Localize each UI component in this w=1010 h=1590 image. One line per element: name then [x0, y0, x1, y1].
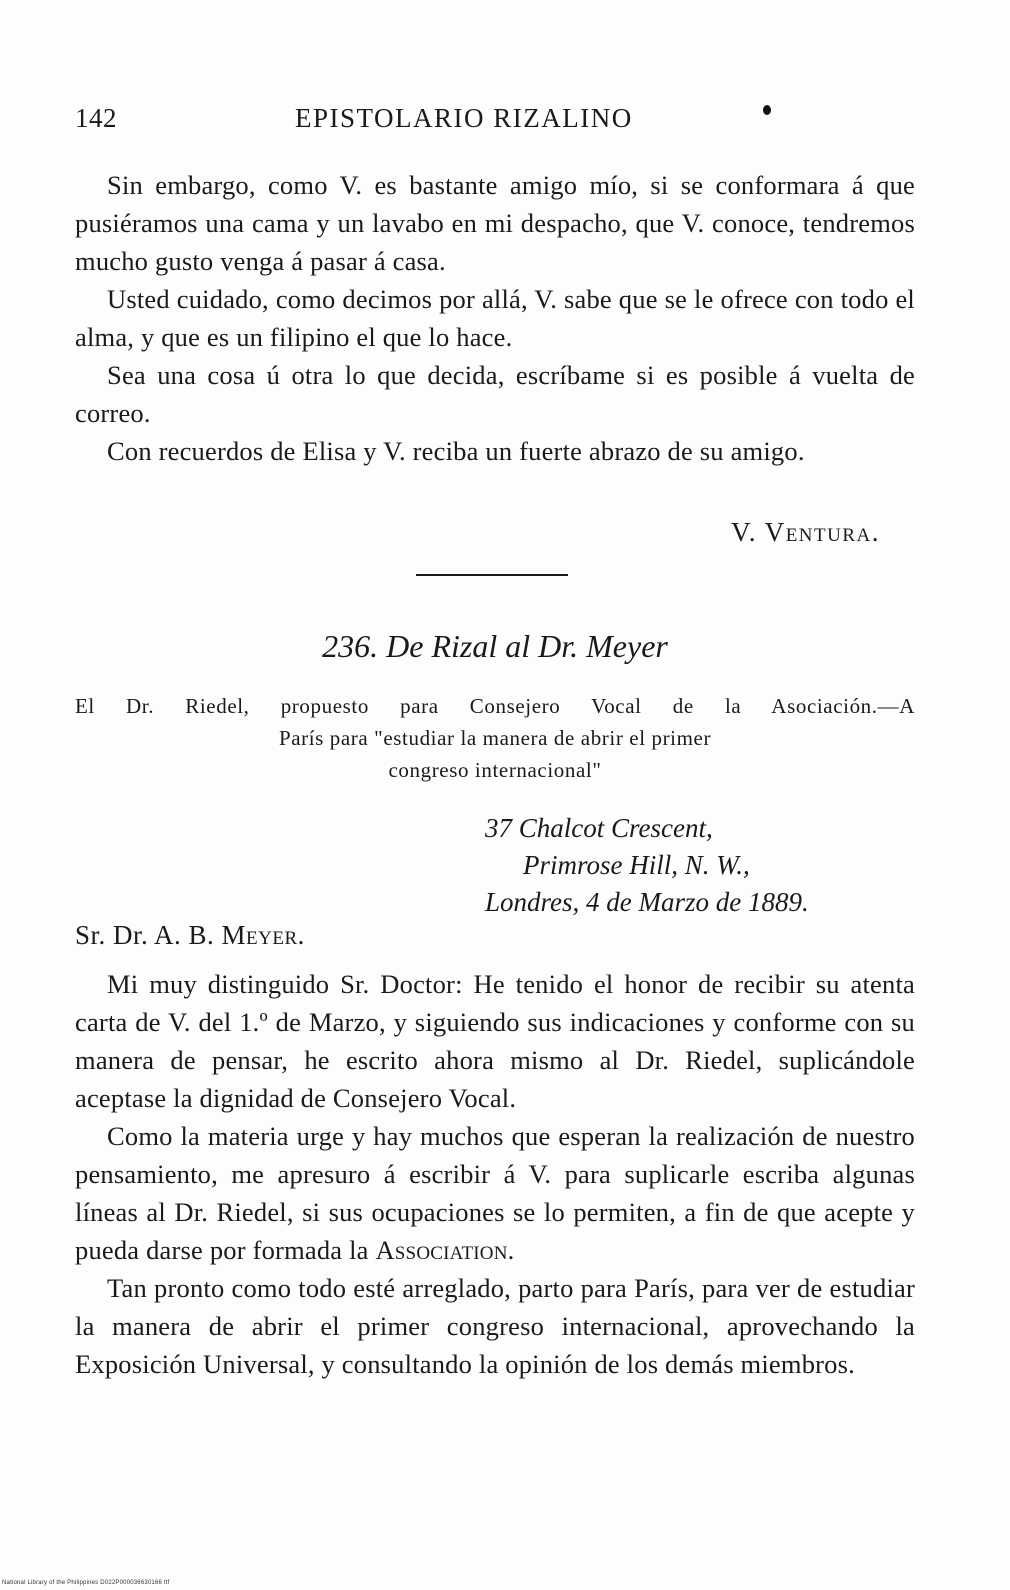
previous-letter-text [75, 166, 915, 470]
address-line: Primrose Hill, N. W., [523, 850, 750, 880]
paragraph: Usted cuidado, como decimos por allá, V. sabe que se le ofrece con todo el alma, y que es un filipino el que lo hace. [75, 284, 915, 352]
association-word: Association. [375, 1235, 515, 1265]
page-header [75, 103, 915, 143]
salutation-name: Meyer. [221, 920, 305, 950]
signature: V. Ventura. [731, 517, 880, 547]
paragraph: Mi muy distinguido Sr. Doctor: He tenido el honor de recibir su atenta carta de V. del 1.º de Marzo, y siguiendo sus indicaciones y conforme con su manera de pensar, he escrito ahora mismo al Dr. Riedel, suplicándole aceptase la dignidad de Consejero Vocal. [75, 969, 915, 1113]
paragraph: Con recuerdos de Elisa y V. reciba un fuerte abrazo de su amigo. [107, 436, 805, 466]
letter-body [75, 965, 915, 1383]
summary-line: París para "estudiar la manera de abrir el primer [278, 726, 712, 750]
sender-address [485, 810, 915, 921]
paragraph [75, 1117, 915, 1269]
summary-line: El Dr. Riedel, propuesto para Consejero Vocal de la Asociación.—A [75, 694, 915, 718]
scan-credit: National Library of the Philippines D022P000036630166 ttf [2, 1580, 170, 1586]
running-title: EPISTOLARIO RIZALINO [295, 103, 633, 133]
section-divider [416, 574, 568, 576]
paragraph-text: Como la materia urge y hay muchos que esperan la realización de nuestro pensamiento, me apresuro á escribir á V. para suplicarle escriba algunas líneas al Dr. Riedel, si sus ocupaciones se lo permiten, a fin de que acepte y pueda darse por formada la [75, 1121, 915, 1265]
letter-title: 236. De Rizal al Dr. Meyer [322, 628, 668, 664]
letter-summary [75, 690, 915, 786]
salutation-prefix: Sr. Dr. A. B. [75, 920, 222, 950]
paragraph: Sea una cosa ú otra lo que decida, escríbame si es posible á vuelta de correo. [75, 360, 915, 428]
paragraph: Sin embargo, como V. es bastante amigo mío, si se conformara á que pusiéramos una cama y un lavabo en mi despacho, que V. conoce, tendremos mucho gusto venga á pasar á casa. [75, 170, 915, 276]
address-line: Londres, 4 de Marzo de 1889. [485, 887, 809, 917]
paragraph: Tan pronto como todo esté arreglado, parto para París, para ver de estudiar la manera de abrir el primer congreso internacional, aprovechando la Exposición Universal, y consultando la opinión de los demás miembros. [75, 1273, 915, 1379]
address-line: 37 Chalcot Crescent, [485, 813, 713, 843]
ink-dot [763, 105, 771, 115]
summary-line: congreso internacional" [388, 758, 602, 782]
page-number: 142 [75, 103, 117, 133]
salutation [75, 920, 305, 951]
